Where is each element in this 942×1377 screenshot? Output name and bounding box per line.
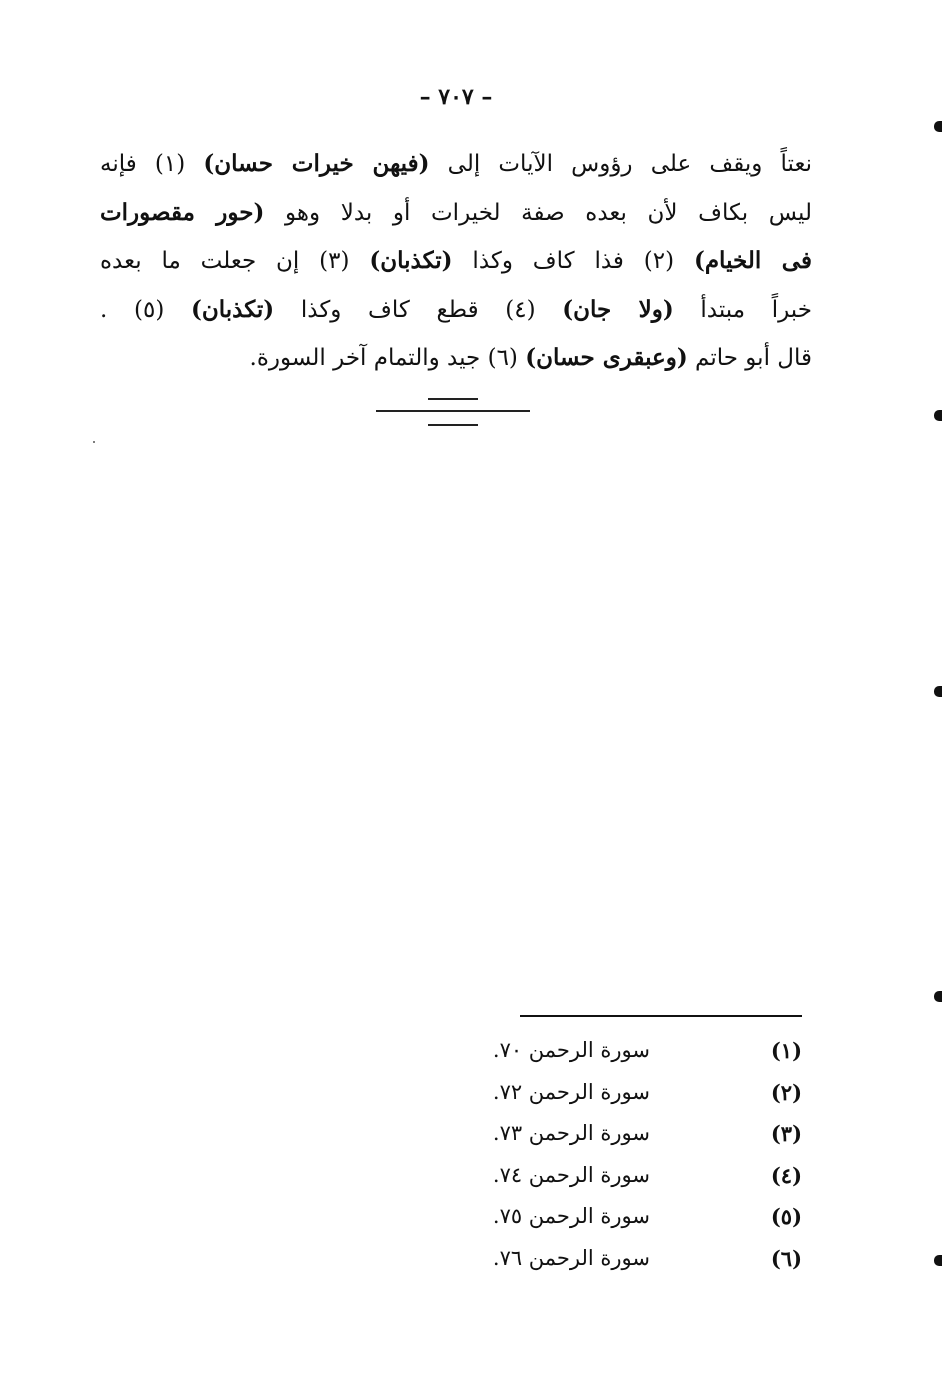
text-segment: قال أبو حاتم (687, 345, 812, 371)
footnote-reference: سورة الرحمن ٧٢. (492, 1079, 650, 1104)
quranic-quote: (تكذبان) (369, 247, 453, 274)
body-line (100, 334, 812, 383)
footnote-number: (١) (770, 1038, 802, 1063)
body-text (100, 140, 812, 383)
footnote-item (460, 1030, 810, 1072)
quranic-quote: فى الخيام) (693, 247, 812, 274)
text-segment: (٢) فذا كاف وكذا (452, 248, 694, 274)
quranic-quote: (حور مقصورات (100, 198, 265, 226)
text-segment: خبراً مبتدأ (673, 296, 812, 323)
footnotes (460, 1030, 810, 1279)
text-segment: (٥) . (100, 296, 191, 323)
footnote-reference: سورة الرحمن ٧٥. (492, 1204, 650, 1228)
text-segment: (٤) قطع كاف وكذا (274, 296, 563, 323)
footnote-item (460, 1113, 810, 1155)
footnote-reference: سورة الرحمن ٧٦. (492, 1245, 650, 1270)
body-line (100, 189, 812, 238)
footnote-number: (٢) (770, 1079, 802, 1105)
text-segment: ليس بكاف لأن بعده صفة لخيرات أو بدلا وهو (264, 199, 812, 226)
quranic-quote: (ولا جان) (562, 295, 674, 323)
footnote-number: (٣) (770, 1121, 802, 1146)
footnote-item (460, 1196, 810, 1238)
quranic-quote: (وعبقرى حسان) (525, 344, 688, 371)
binding-mark (934, 410, 942, 421)
footnote-number: (٦) (770, 1245, 802, 1271)
text-segment: (٦) جيد والتمام آخر السورة. (249, 345, 526, 371)
footnote-reference: سورة الرحمن ٧٣. (492, 1121, 650, 1145)
body-line (100, 140, 812, 189)
quranic-quote: (فيهن خيرات حسان) (203, 150, 430, 177)
body-line (100, 237, 812, 286)
binding-mark (934, 121, 942, 132)
section-divider-ornament (376, 398, 530, 430)
footnote-reference: سورة الرحمن ٧٠. (492, 1038, 650, 1062)
footnote-ref-text: (١) فإنه (100, 151, 204, 177)
binding-mark (934, 991, 942, 1002)
footnote-item (460, 1072, 810, 1114)
binding-mark (934, 686, 942, 697)
page-number: – ٧٠٧ – (419, 84, 493, 110)
footnote-reference: سورة الرحمن ٧٤. (492, 1162, 650, 1187)
text-segment: (٣) إن جعلت ما بعده (100, 248, 370, 274)
footnote-number: (٤) (770, 1162, 802, 1188)
footnote-item (460, 1155, 810, 1197)
quranic-quote: (تكذبان) (190, 295, 275, 323)
footnote-number: (٥) (770, 1204, 802, 1229)
footnote-separator (520, 1015, 802, 1017)
footnote-item (460, 1238, 810, 1280)
body-line (100, 286, 812, 335)
text-segment: نعتاً ويقف على رؤوس الآيات إلى (429, 151, 812, 177)
scan-speck (93, 441, 95, 443)
binding-mark (934, 1255, 942, 1266)
